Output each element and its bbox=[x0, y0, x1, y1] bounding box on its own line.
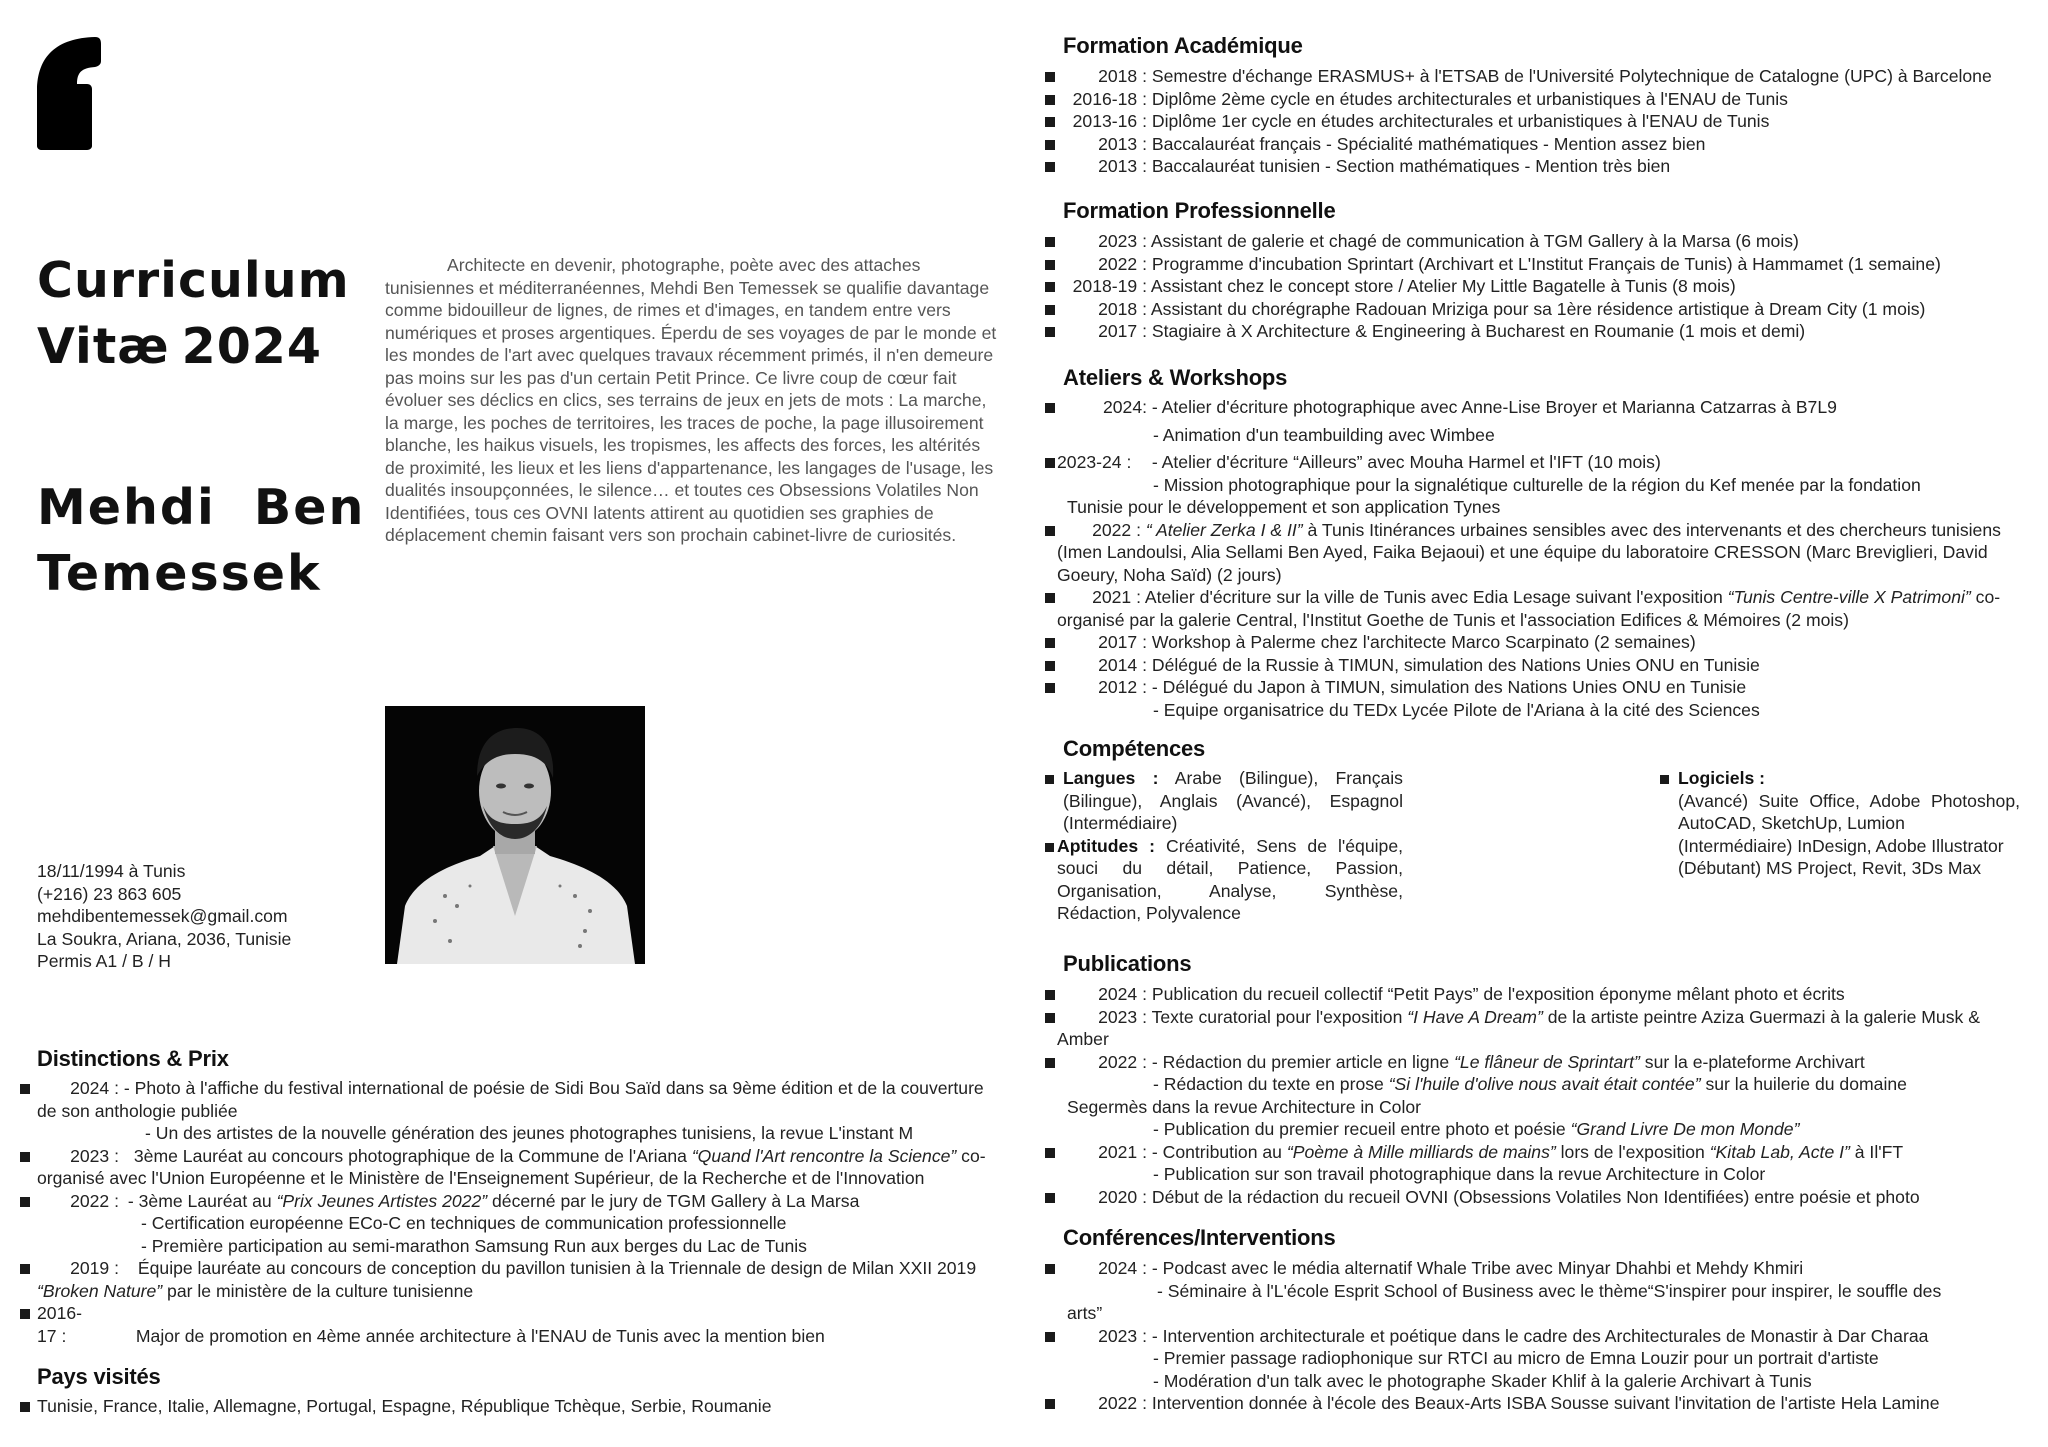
address: La Soukra, Ariana, 2036, Tunisie bbox=[37, 928, 292, 949]
item-text: Programme d'incubation Sprintart (Archivart et L'Institut Français de Tunis) à Hammamet (1 semaine) bbox=[1151, 253, 1941, 274]
list-item bbox=[1045, 396, 2025, 446]
publications-list bbox=[1045, 983, 2025, 1208]
workshops-list bbox=[1045, 396, 2025, 721]
cv-title-year: 2024 bbox=[181, 318, 322, 375]
item-text: - Délégué du Japon à TIMUN, simulation des Nations Unies ONU en Tunisie bbox=[1151, 677, 1747, 697]
item-text: 3ème Lauréat au concours photographique de la Commune de l'Ariana bbox=[133, 1145, 687, 1166]
list-item bbox=[1045, 1392, 2025, 1415]
item-text: Intervention donnée à l'école des Beaux-Arts ISBA Sousse suivant l'invitation de l'artiste Hela Lamine bbox=[1151, 1393, 1940, 1413]
item-text: Assistant chez le concept store / Atelier My Little Bagatelle à Tunis (8 mois) bbox=[1150, 276, 1736, 296]
bullet-icon bbox=[1045, 237, 1055, 247]
item-title: “ Atelier Zerka I & II” bbox=[1145, 519, 1303, 540]
list-item bbox=[1045, 1051, 2025, 1141]
item-title: “Kitab Lab, Acte I” bbox=[1709, 1141, 1850, 1162]
skills-right-column bbox=[1660, 767, 2020, 880]
item-text: Baccalauréat tunisien - Section mathématiques - Mention très bien bbox=[1151, 156, 1671, 176]
item-year: 2013 : bbox=[1098, 133, 1147, 154]
list-item bbox=[1045, 983, 2025, 1006]
countries-list bbox=[20, 1395, 772, 1418]
list-item bbox=[1045, 519, 2025, 587]
list-item bbox=[1045, 1186, 2025, 1209]
item-text: Tunisie pour le développement et son application Tynes bbox=[1067, 497, 1501, 517]
item-text: Workshop à Palerme chez l'architecte Marco Scarpinato (2 semaines) bbox=[1151, 632, 1696, 652]
item-year: 2019 : bbox=[70, 1258, 119, 1278]
item-text: - Certification européenne ECo-C en techniques de communication professionnelle bbox=[141, 1213, 787, 1233]
list-item bbox=[20, 1257, 1000, 1302]
skill-label: Langues : bbox=[1063, 768, 1159, 788]
item-text: décerné par le jury de TGM Gallery à La Marsa bbox=[487, 1190, 860, 1211]
list-item bbox=[1045, 1325, 2025, 1393]
item-text: - Premier passage radiophonique sur RTCI au micro de Emna Louzir pour un portrait d'artiste bbox=[1153, 1348, 1879, 1368]
item-title: “Tunis Centre-ville X Patrimoni” bbox=[1727, 587, 1971, 607]
list-item bbox=[1045, 1257, 2025, 1325]
list-item bbox=[20, 1190, 1000, 1258]
item-text: lors de l'exposition bbox=[1555, 1141, 1710, 1162]
bullet-icon bbox=[1045, 403, 1055, 413]
item-year: 2022 : bbox=[1098, 253, 1147, 274]
list-item bbox=[1045, 676, 2025, 721]
academic-heading: Formation Académique bbox=[1063, 33, 1303, 58]
list-item bbox=[1045, 451, 2025, 519]
bullet-icon bbox=[20, 1264, 30, 1274]
contact-info bbox=[37, 860, 291, 973]
list-item bbox=[20, 1077, 1000, 1145]
skills-heading: Compétences bbox=[1063, 736, 1206, 761]
list-item bbox=[1045, 133, 2035, 156]
skill-software bbox=[1660, 767, 2020, 880]
person-name bbox=[37, 475, 365, 607]
item-text: - Intervention architecturale et poétique dans le cadre des Architecturales de Monastir à Dar Charaa bbox=[1151, 1325, 1929, 1346]
list-item bbox=[1045, 88, 2035, 111]
item-text: sur la huilerie du domaine bbox=[1700, 1074, 1907, 1094]
item-text: Assistant du chorégraphe Radouan Mriziga pour sa 1ère résidence artistique à Dream City (1 mois) bbox=[1150, 298, 1926, 319]
item-year: 2024: bbox=[1102, 397, 1147, 417]
item-text: - 3ème Lauréat au bbox=[127, 1190, 277, 1211]
item-text: à Tunis Itinérances urbaines sensibles avec des intervenants et des chercheurs tunisiens (Imen Landoulsi, Alia Sellami Ben Ayed, Faika Bejaoui) et une équipe du laboratoire CRESSON (Marc Breviglieri, David Goeury, Noha Saïd) (2 jours) bbox=[1057, 519, 2001, 585]
list-item bbox=[1045, 586, 2025, 631]
cv-title-vitae: Vitæ bbox=[37, 318, 170, 375]
item-text: - Podcast avec le média alternatif Whale Tribe avec Minyar Dhahbi et Mehdy Khmiri bbox=[1151, 1258, 1804, 1278]
email-address[interactable]: mehdibentemessek@gmail.com bbox=[37, 906, 288, 926]
item-text: Semestre d'échange ERASMUS+ à l'ETSAB de l'Université Polytechnique de Catalogne (UPC) à Barcelone bbox=[1151, 66, 1992, 86]
list-item bbox=[1045, 1141, 2025, 1186]
list-item bbox=[1045, 155, 2035, 178]
item-text: de la artiste peintre Aziza Guermazi à la galerie Musk & Amber bbox=[1057, 1006, 1980, 1049]
list-item bbox=[1045, 275, 2035, 298]
skill-text: (Avancé) Suite Office, Adobe Photoshop, AutoCAD, SketchUp, Lumion bbox=[1678, 790, 2020, 833]
skills-left-column bbox=[1045, 767, 1403, 925]
item-text: - Contribution au bbox=[1151, 1141, 1287, 1162]
item-title: “Prix Jeunes Artistes 2022” bbox=[276, 1190, 488, 1211]
item-year: 2017 : bbox=[1098, 321, 1147, 341]
item-text: - Equipe organisatrice du TEDx Lycée Pilote de l'Ariana à la cité des Sciences bbox=[1153, 699, 1760, 720]
phone-number[interactable]: (+216) 23 863 605 bbox=[37, 883, 182, 904]
item-year: 2023 : bbox=[1098, 231, 1147, 251]
item-text: Diplôme 1er cycle en études architecturales et urbanistiques à l'ENAU de Tunis bbox=[1151, 111, 1770, 131]
item-text: - Atelier d'écriture “Ailleurs” avec Mouha Harmel et l'IFT (10 mois) bbox=[1151, 452, 1661, 472]
item-year: 2016-18 : bbox=[1072, 88, 1147, 109]
item-text: - Publication du premier recueil entre photo et poésie bbox=[1153, 1119, 1571, 1139]
bullet-icon bbox=[20, 1197, 30, 1207]
item-year: 2022 : bbox=[70, 1190, 119, 1211]
person-name-line2: Temessek bbox=[37, 545, 322, 602]
item-title: “Si l'huile d'olive nous avait était contée” bbox=[1388, 1074, 1701, 1094]
skill-label: Aptitudes : bbox=[1057, 835, 1156, 856]
item-text: Équipe lauréate au concours de conception du pavillon tunisien à la Triennale de design de Milan XXII 2019 bbox=[137, 1258, 977, 1278]
item-text: Texte curatorial pour l'exposition bbox=[1147, 1006, 1408, 1027]
item-text: - Mission photographique pour la signalétique culturelle de la région du Kef menée par la fondation bbox=[1153, 474, 1921, 495]
item-year: 2014 : bbox=[1098, 654, 1147, 675]
bullet-icon bbox=[1045, 526, 1055, 536]
item-text: Publication du recueil collectif “Petit Pays” de l'exposition éponyme mêlant photo et écrits bbox=[1147, 984, 1845, 1004]
bullet-icon bbox=[1045, 1193, 1055, 1203]
item-year: 2022 : bbox=[1098, 1051, 1147, 1072]
profile-photo bbox=[385, 706, 645, 964]
item-year: 2021 : bbox=[1098, 1141, 1147, 1162]
bullet-icon bbox=[1045, 661, 1055, 671]
item-text: - Publication sur son travail photographique dans la revue Architecture in Color bbox=[1153, 1164, 1766, 1184]
item-year: 2022 : bbox=[1092, 519, 1141, 540]
skill-languages bbox=[1045, 767, 1403, 835]
skill-text: (Intermédiaire) InDesign, Adobe Illustrator bbox=[1678, 835, 2004, 856]
item-year: 2021 : bbox=[1092, 587, 1141, 607]
list-item bbox=[1045, 654, 2025, 677]
driving-license: Permis A1 / B / H bbox=[37, 951, 171, 971]
bullet-icon bbox=[1045, 140, 1055, 150]
list-item bbox=[20, 1145, 1000, 1190]
countries-text: Tunisie, France, Italie, Allemagne, Portugal, Espagne, République Tchèque, Serbie, Roumanie bbox=[37, 1396, 772, 1416]
bullet-icon bbox=[20, 1402, 30, 1412]
skill-text: (Débutant) MS Project, Revit, 3Ds Max bbox=[1678, 858, 1982, 878]
list-item bbox=[1045, 253, 2035, 276]
item-text: Début de la rédaction du recueil OVNI (Obsessions Volatiles Non Identifiées) entre poésie et photo bbox=[1151, 1186, 1920, 1207]
bullet-icon bbox=[20, 1084, 30, 1094]
item-year: 2024 : bbox=[1098, 984, 1147, 1004]
item-text: Assistant de galerie et chagé de communication à TGM Gallery à la Marsa (6 mois) bbox=[1150, 231, 1799, 251]
bullet-icon bbox=[1045, 162, 1055, 172]
bullet-icon bbox=[1045, 683, 1055, 693]
person-name-line1: Mehdi Ben bbox=[37, 479, 366, 536]
item-title: “Poème à Mille milliards de mains” bbox=[1286, 1141, 1556, 1162]
conferences-list bbox=[1045, 1257, 2025, 1415]
bullet-icon bbox=[1045, 593, 1055, 603]
item-year: 2013-16 : bbox=[1072, 111, 1147, 131]
distinctions-list bbox=[20, 1077, 1000, 1347]
cv-title-line1: Curriculum bbox=[37, 252, 350, 309]
bio-text: Architecte en devenir, photographe, poète avec des attaches tunisiennes et méditerranéennes, Mehdi Ben Temessek se qualifie davantage comme bidouilleur de lignes, de rimes et d'images, en tandem entre vers numériques et proses argentiques. Éperdu de ses voyages de par le monde et les mondes de l'art avec quelques travaux récemment primés, il n'en demeure pas moins sur les pas d'un certain Petit Prince. Ce livre coup de cœur fait évoluer ses déclics en clics, ses terrains de jeux en jets de mots : La marche, la marge, les poches de territoires, les traces de poche, la page illusoirement blanche, les haikus visuels, les tropismes, les affects des forces, les altérités de proximité, les lieux et les liens d'appartenance, les langages de l'usage, les dualités insoupçonnées, le silence… et toutes ces Obsessions Volatiles Non Identifiées, tous ces OVNI latents attirent au quotidien ses graphies de déplacement chemin faisant vers son prochain cabinet-livre de curiosités. bbox=[385, 255, 997, 545]
bullet-icon bbox=[20, 1152, 30, 1162]
item-year: 2018 : bbox=[1098, 298, 1147, 319]
bullet-icon bbox=[1045, 1399, 1055, 1409]
item-year: 2023 : bbox=[1098, 1325, 1147, 1346]
item-title: “Quand l'Art rencontre la Science” bbox=[691, 1145, 957, 1166]
item-year: 2012 : bbox=[1098, 677, 1147, 697]
bullet-icon bbox=[1045, 95, 1055, 105]
professional-list bbox=[1045, 230, 2035, 343]
list-item bbox=[1045, 110, 2035, 133]
item-text: - Première participation au semi-marathon Samsung Run aux berges du Lac de Tunis bbox=[141, 1235, 807, 1256]
item-year: 2024 : bbox=[70, 1078, 119, 1098]
item-text: Baccalauréat français - Spécialité mathématiques - Mention assez bien bbox=[1151, 133, 1706, 154]
item-year: 2020 : bbox=[1098, 1186, 1147, 1207]
item-year: 2018-19 : bbox=[1072, 276, 1147, 296]
bullet-icon bbox=[1045, 638, 1055, 648]
list-item bbox=[1045, 230, 2035, 253]
countries-heading: Pays visités bbox=[37, 1364, 161, 1389]
bullet-icon bbox=[1045, 282, 1055, 292]
item-text: - Modération d'un talk avec le photographe Skader Khlif à la galerie Archivart à Tunis bbox=[1153, 1370, 1812, 1391]
professional-heading: Formation Professionnelle bbox=[1063, 198, 1336, 223]
bullet-icon bbox=[1045, 1264, 1055, 1274]
bullet-icon bbox=[1045, 458, 1055, 468]
bullet-icon bbox=[1045, 260, 1055, 270]
bullet-icon bbox=[1045, 990, 1055, 1000]
item-text: - Un des artistes de la nouvelle génération des jeunes photographes tunisiens, la revue L'instant M bbox=[145, 1123, 914, 1143]
item-text: - Photo à l'affiche du festival international de poésie de Sidi Bou Saïd dans sa 9ème édition et de la couverture de son anthologie publiée bbox=[37, 1078, 984, 1121]
item-text: - Rédaction du texte en prose bbox=[1153, 1074, 1389, 1094]
cv-title bbox=[37, 248, 350, 380]
item-year: 2018 : bbox=[1098, 66, 1147, 86]
item-year: 2023 : bbox=[70, 1145, 119, 1166]
item-year: 2013 : bbox=[1098, 156, 1147, 176]
bullet-icon bbox=[1045, 1058, 1055, 1068]
item-text: - Animation d'un teambuilding avec Wimbee bbox=[1153, 424, 1495, 445]
item-text: co-organisé avec l'Union Européenne et le Ministère de l'Enseignement Supérieur, de la Recherche et de l'Innovation bbox=[37, 1145, 986, 1188]
skill-text: Créativité, Sens de l'équipe, souci du détail, Patience, Passion, Organisation, Analyse, Synthèse, Rédaction, Polyvalence bbox=[1057, 835, 1403, 923]
bio-paragraph bbox=[385, 254, 997, 547]
item-year: 2016-17 : bbox=[37, 1303, 82, 1346]
bullet-icon bbox=[1045, 1013, 1055, 1023]
academic-list bbox=[1045, 65, 2035, 178]
bullet-icon bbox=[1045, 1148, 1055, 1158]
bullet-icon bbox=[1045, 327, 1055, 337]
item-text: - Séminaire à l'L'école Esprit School of Business avec le thème“S'inspirer pour inspirer, le souffle des bbox=[1157, 1280, 1942, 1301]
item-year: 2023-24 : bbox=[1057, 452, 1132, 472]
item-text: sur la e-plateforme Archivart bbox=[1639, 1051, 1865, 1072]
item-text: arts” bbox=[1067, 1303, 1103, 1323]
item-text: par le ministère de la culture tunisienne bbox=[162, 1280, 474, 1301]
portrait-image bbox=[385, 706, 645, 964]
item-year: 2017 : bbox=[1098, 632, 1147, 652]
list-item bbox=[1045, 298, 2035, 321]
list-item bbox=[20, 1302, 1000, 1347]
item-year: 2022 : bbox=[1098, 1393, 1147, 1413]
quote-mark-icon bbox=[37, 36, 101, 150]
publications-heading: Publications bbox=[1063, 951, 1192, 976]
item-text: Segermès dans la revue Architecture in Color bbox=[1067, 1096, 1422, 1117]
item-text: co-organisé par la galerie Central, l'Institut Goethe de Tunis et l'association Edifices & Mémoires (2 mois) bbox=[1057, 587, 2001, 630]
bullet-icon bbox=[1045, 775, 1054, 784]
item-text: à Il'FT bbox=[1849, 1141, 1904, 1162]
birth-info: 18/11/1994 à Tunis bbox=[37, 861, 186, 881]
item-text: - Atelier d'écriture photographique avec Anne-Lise Broyer et Marianna Catzarras à B7L9 bbox=[1151, 397, 1837, 417]
item-year: 2024 : bbox=[1098, 1258, 1147, 1278]
bullet-icon bbox=[1045, 72, 1055, 82]
bullet-icon bbox=[1045, 1332, 1055, 1342]
item-text: Stagiaire à X Architecture & Engineering à Bucharest en Roumanie (1 mois et demi) bbox=[1151, 321, 1806, 341]
item-text: Diplôme 2ème cycle en études architecturales et urbanistiques à l'ENAU de Tunis bbox=[1151, 88, 1788, 109]
workshops-heading: Ateliers & Workshops bbox=[1063, 365, 1288, 390]
item-text: Atelier d'écriture sur la ville de Tunis avec Edia Lesage suivant l'exposition bbox=[1144, 587, 1728, 607]
skill-text: Arabe (Bilingue), Français (Bilingue), Anglais (Avancé), Espagnol (Intermédiaire) bbox=[1063, 768, 1403, 833]
list-item bbox=[1045, 631, 2025, 654]
conferences-heading: Conférences/Interventions bbox=[1063, 1225, 1336, 1250]
item-title: “Grand Livre De mon Monde” bbox=[1570, 1119, 1800, 1139]
item-title: “Le flâneur de Sprintart” bbox=[1454, 1051, 1640, 1072]
bullet-icon bbox=[1045, 305, 1055, 315]
item-text: Major de promotion en 4ème année architecture à l'ENAU de Tunis avec la mention bien bbox=[135, 1325, 825, 1346]
bullet-icon bbox=[1660, 775, 1669, 784]
item-year: 2023 : bbox=[1098, 1006, 1147, 1027]
item-title: “I Have A Dream” bbox=[1407, 1006, 1543, 1027]
item-text: Délégué de la Russie à TIMUN, simulation des Nations Unies ONU en Tunisie bbox=[1151, 654, 1760, 675]
item-title: “Broken Nature” bbox=[37, 1280, 163, 1301]
bullet-icon bbox=[1045, 117, 1055, 127]
list-item bbox=[1045, 65, 2035, 88]
distinctions-heading: Distinctions & Prix bbox=[37, 1046, 229, 1071]
bullet-icon bbox=[1045, 843, 1054, 852]
bullet-icon bbox=[20, 1309, 30, 1319]
list-item bbox=[1045, 320, 2035, 343]
list-item bbox=[1045, 1006, 2025, 1051]
skill-aptitudes bbox=[1045, 835, 1403, 925]
skill-label: Logiciels : bbox=[1678, 768, 1766, 788]
item-text: - Rédaction du premier article en ligne bbox=[1147, 1051, 1455, 1072]
